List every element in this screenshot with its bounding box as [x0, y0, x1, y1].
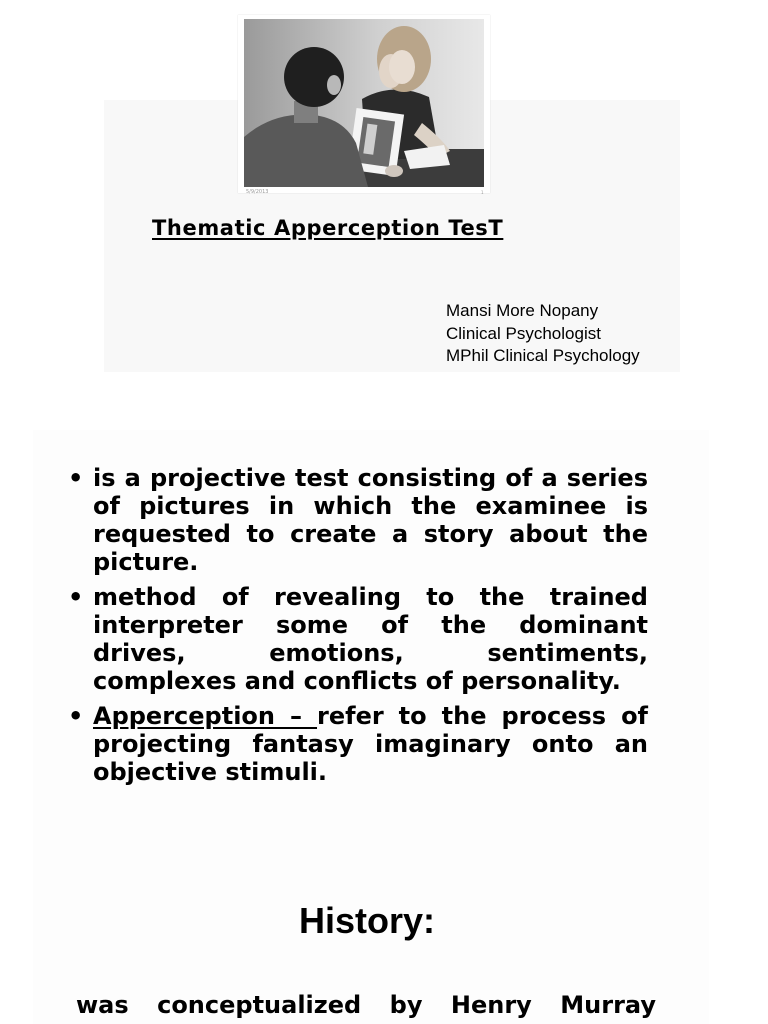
photo-caption-date: 5/9/2013 [246, 189, 269, 195]
bullet-term: Apperception – [93, 702, 318, 730]
bullet-marker: • [68, 702, 84, 730]
bullet-item [68, 702, 648, 786]
bullet-marker: • [68, 464, 84, 492]
bullet-item [68, 464, 648, 576]
tat-session-photo-image [244, 19, 484, 187]
history-heading: History: [298, 900, 436, 941]
history-text: was conceptualized by Henry Murray [76, 991, 656, 1019]
bullet-text: refer to the process of projecting fantasy imaginary onto an objective stimuli. [93, 702, 648, 786]
definition-bullet-list [68, 464, 648, 793]
bullet-marker: • [68, 583, 84, 611]
bullet-item [68, 583, 648, 695]
tat-session-photo [244, 19, 484, 187]
bullet-text: is a projective test consisting of a series of pictures in which the examinee is requested to create a story about the picture. [93, 464, 648, 576]
photo-caption-page: 1 [481, 190, 484, 195]
presenter-qualification: MPhil Clinical Psychology [446, 346, 640, 365]
presenter-role: Clinical Psychologist [446, 323, 601, 343]
slide-title: Thematic Apperception TesT [152, 216, 504, 240]
presenter-info [446, 300, 640, 368]
presenter-name: Mansi More Nopany [446, 301, 599, 320]
bullet-text: method of revealing to the trained interpreter some of the dominant drives, emotions, sentiments, complexes and conflicts of personality. [93, 583, 648, 695]
